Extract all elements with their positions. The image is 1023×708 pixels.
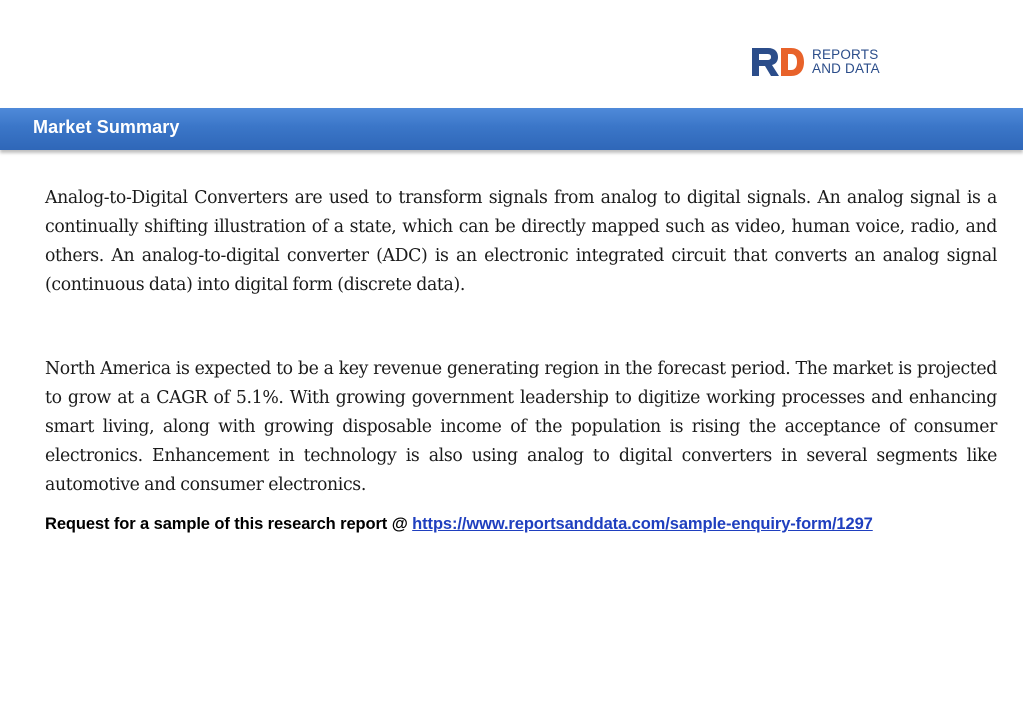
section-title: Market Summary bbox=[33, 117, 180, 137]
sample-request-line bbox=[45, 515, 1005, 534]
logo-line-1: REPORTS bbox=[812, 47, 879, 62]
logo-text bbox=[812, 48, 880, 76]
rd-logo-icon bbox=[750, 46, 806, 78]
section-header-bar bbox=[0, 108, 1023, 150]
paragraph-intro: Analog-to-Digital Converters are used to transform signals from analog to digital signals. An analog signal is a continually shifting illustration of a state, which can be directly mapped such as video, human voice, radio, and others. An analog-to-digital converter (ADC) is an electronic integrated circuit that converts an analog signal (continuous data) into digital form (discrete data). bbox=[45, 188, 997, 295]
logo-line-2: AND DATA bbox=[812, 61, 880, 76]
company-logo bbox=[750, 46, 880, 78]
sample-enquiry-link[interactable]: https://www.reportsanddata.com/sample-enquiry-form/1297 bbox=[412, 515, 873, 533]
paragraph-market: North America is expected to be a key revenue generating region in the forecast period. The market is projected to grow at a CAGR of 5.1%. With growing government leadership to digitize working processes and enhancing smart living, along with growing disposable income of the population is rising the acceptance of consumer electronics. Enhancement in technology is also using analog to digital converters in several segments like automotive and consumer electronics. bbox=[45, 359, 997, 495]
cta-text: Request for a sample of this research report @ bbox=[45, 515, 413, 533]
